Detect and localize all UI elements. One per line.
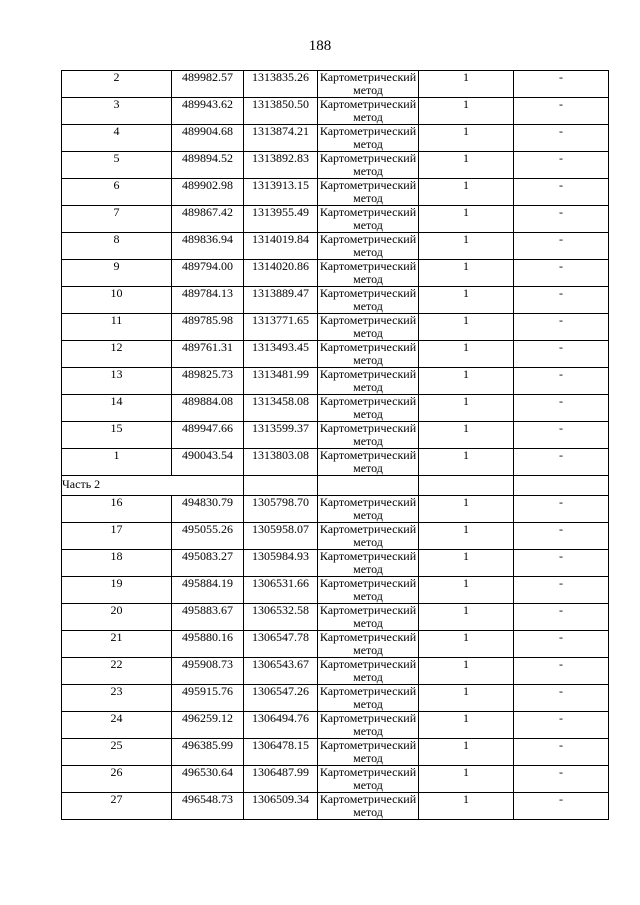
description-cell: - [514,766,609,793]
accuracy-cell: 1 [419,631,514,658]
description-cell: - [514,395,609,422]
accuracy-cell: 1 [419,658,514,685]
y-coordinate-cell: 1313955.49 [244,206,318,233]
y-coordinate-cell: 1313599.37 [244,422,318,449]
description-cell: - [514,631,609,658]
accuracy-cell: 1 [419,422,514,449]
x-coordinate-cell: 489902.98 [172,179,244,206]
point-number-cell: 20 [62,604,172,631]
y-coordinate-cell: 1306509.34 [244,793,318,820]
method-text: Картометрический метод [319,576,417,603]
method-text: Картометрический метод [319,495,417,522]
y-coordinate-cell: 1313889.47 [244,287,318,314]
accuracy-cell: 1 [419,550,514,577]
x-coordinate-cell: 490043.54 [172,449,244,476]
x-coordinate-cell: 489825.73 [172,368,244,395]
point-number-cell: 5 [62,152,172,179]
x-coordinate-cell: 495883.67 [172,604,244,631]
x-coordinate-cell: 495915.76 [172,685,244,712]
description-cell: - [514,98,609,125]
table-row [62,658,609,685]
method-text: Картометрический метод [319,151,417,178]
method-cell [318,523,419,550]
x-coordinate-cell: 489836.94 [172,233,244,260]
table-row [62,496,609,523]
point-number-cell: 3 [62,98,172,125]
accuracy-cell: 1 [419,685,514,712]
method-cell [318,314,419,341]
x-coordinate-cell: 496530.64 [172,766,244,793]
point-number-cell: 21 [62,631,172,658]
x-coordinate-cell: 495880.16 [172,631,244,658]
y-coordinate-cell: 1313493.45 [244,341,318,368]
x-coordinate-cell: 496385.99 [172,739,244,766]
x-coordinate-cell: 489982.57 [172,71,244,98]
method-cell [318,712,419,739]
accuracy-cell: 1 [419,449,514,476]
table-row [62,125,609,152]
description-cell: - [514,125,609,152]
x-coordinate-cell: 489785.98 [172,314,244,341]
method-cell [318,550,419,577]
description-cell: - [514,793,609,820]
description-cell: - [514,685,609,712]
method-cell [318,152,419,179]
method-text: Картометрический метод [319,549,417,576]
y-coordinate-cell: 1314019.84 [244,233,318,260]
method-text: Картометрический метод [319,684,417,711]
point-number-cell: 1 [62,449,172,476]
point-number-cell: 4 [62,125,172,152]
table-row [62,152,609,179]
y-coordinate-cell: 1306547.78 [244,631,318,658]
table-row [62,604,609,631]
section-label: Часть 2 [62,476,244,496]
description-cell: - [514,712,609,739]
accuracy-cell: 1 [419,395,514,422]
table-row [62,766,609,793]
table-row [62,739,609,766]
accuracy-cell: 1 [419,496,514,523]
method-text: Картометрический метод [319,603,417,630]
method-cell [318,422,419,449]
y-coordinate-cell: 1306543.67 [244,658,318,685]
method-cell [318,449,419,476]
y-coordinate-cell: 1306478.15 [244,739,318,766]
table-row [62,712,609,739]
table-row [62,98,609,125]
point-number-cell: 27 [62,793,172,820]
method-text: Картометрический метод [319,421,417,448]
method-cell [318,685,419,712]
description-cell: - [514,523,609,550]
accuracy-cell: 1 [419,712,514,739]
y-coordinate-cell: 1306487.99 [244,766,318,793]
y-coordinate-cell: 1306494.76 [244,712,318,739]
method-text: Картометрический метод [319,394,417,421]
x-coordinate-cell: 495908.73 [172,658,244,685]
coordinates-table-body [62,71,609,820]
x-coordinate-cell: 495083.27 [172,550,244,577]
table-row [62,793,609,820]
method-cell [318,658,419,685]
x-coordinate-cell: 489884.08 [172,395,244,422]
method-cell [318,631,419,658]
table-row [62,341,609,368]
y-coordinate-cell: 1305798.70 [244,496,318,523]
empty-cell [419,476,514,496]
x-coordinate-cell: 489784.13 [172,287,244,314]
method-cell [318,739,419,766]
method-cell [318,206,419,233]
description-cell: - [514,422,609,449]
method-cell [318,98,419,125]
y-coordinate-cell: 1306532.58 [244,604,318,631]
method-text: Картометрический метод [319,340,417,367]
y-coordinate-cell: 1313481.99 [244,368,318,395]
method-cell [318,341,419,368]
accuracy-cell: 1 [419,71,514,98]
point-number-cell: 9 [62,260,172,287]
y-coordinate-cell: 1313771.65 [244,314,318,341]
point-number-cell: 6 [62,179,172,206]
point-number-cell: 12 [62,341,172,368]
method-cell [318,496,419,523]
y-coordinate-cell: 1306531.66 [244,577,318,604]
point-number-cell: 22 [62,658,172,685]
table-row [62,179,609,206]
method-text: Картометрический метод [319,205,417,232]
method-cell [318,233,419,260]
accuracy-cell: 1 [419,314,514,341]
accuracy-cell: 1 [419,179,514,206]
y-coordinate-cell: 1305984.93 [244,550,318,577]
method-cell [318,368,419,395]
description-cell: - [514,71,609,98]
table-row [62,314,609,341]
accuracy-cell: 1 [419,341,514,368]
description-cell: - [514,368,609,395]
accuracy-cell: 1 [419,793,514,820]
method-cell [318,125,419,152]
empty-cell [514,476,609,496]
accuracy-cell: 1 [419,125,514,152]
point-number-cell: 2 [62,71,172,98]
empty-cell [318,476,419,496]
method-cell [318,766,419,793]
table-row [62,449,609,476]
description-cell: - [514,496,609,523]
description-cell: - [514,658,609,685]
accuracy-cell: 1 [419,766,514,793]
table-row [62,523,609,550]
table-row [62,631,609,658]
accuracy-cell: 1 [419,604,514,631]
accuracy-cell: 1 [419,98,514,125]
method-cell [318,260,419,287]
description-cell: - [514,206,609,233]
y-coordinate-cell: 1313892.83 [244,152,318,179]
point-number-cell: 26 [62,766,172,793]
table-row [62,550,609,577]
x-coordinate-cell: 494830.79 [172,496,244,523]
method-cell [318,287,419,314]
method-text: Картометрический метод [319,97,417,124]
point-number-cell: 23 [62,685,172,712]
section-row [62,476,609,496]
point-number-cell: 17 [62,523,172,550]
method-cell [318,395,419,422]
method-text: Картометрический метод [319,70,417,97]
table-row [62,368,609,395]
point-number-cell: 25 [62,739,172,766]
page-number: 188 [308,38,332,54]
method-cell [318,179,419,206]
y-coordinate-cell: 1313913.15 [244,179,318,206]
point-number-cell: 7 [62,206,172,233]
table-row [62,395,609,422]
y-coordinate-cell: 1313874.21 [244,125,318,152]
method-text: Картометрический метод [319,178,417,205]
description-cell: - [514,233,609,260]
method-text: Картометрический метод [319,313,417,340]
method-cell [318,71,419,98]
x-coordinate-cell: 489894.52 [172,152,244,179]
table-row [62,685,609,712]
description-cell: - [514,341,609,368]
x-coordinate-cell: 489794.00 [172,260,244,287]
x-coordinate-cell: 489904.68 [172,125,244,152]
description-cell: - [514,739,609,766]
x-coordinate-cell: 496259.12 [172,712,244,739]
point-number-cell: 19 [62,577,172,604]
description-cell: - [514,550,609,577]
y-coordinate-cell: 1314020.86 [244,260,318,287]
table-row [62,233,609,260]
y-coordinate-cell: 1313850.50 [244,98,318,125]
point-number-cell: 15 [62,422,172,449]
x-coordinate-cell: 495884.19 [172,577,244,604]
y-coordinate-cell: 1306547.26 [244,685,318,712]
method-text: Картометрический метод [319,448,417,475]
description-cell: - [514,179,609,206]
accuracy-cell: 1 [419,233,514,260]
accuracy-cell: 1 [419,577,514,604]
x-coordinate-cell: 489867.42 [172,206,244,233]
method-text: Картометрический метод [319,738,417,765]
accuracy-cell: 1 [419,206,514,233]
method-text: Картометрический метод [319,657,417,684]
empty-cell [244,476,318,496]
point-number-cell: 18 [62,550,172,577]
y-coordinate-cell: 1313458.08 [244,395,318,422]
method-cell [318,577,419,604]
description-cell: - [514,314,609,341]
x-coordinate-cell: 495055.26 [172,523,244,550]
description-cell: - [514,152,609,179]
x-coordinate-cell: 489947.66 [172,422,244,449]
point-number-cell: 16 [62,496,172,523]
table-row [62,287,609,314]
accuracy-cell: 1 [419,260,514,287]
x-coordinate-cell: 489943.62 [172,98,244,125]
point-number-cell: 11 [62,314,172,341]
method-text: Картометрический метод [319,792,417,819]
point-number-cell: 14 [62,395,172,422]
method-cell [318,793,419,820]
point-number-cell: 24 [62,712,172,739]
accuracy-cell: 1 [419,287,514,314]
table-row [62,71,609,98]
method-text: Картометрический метод [319,711,417,738]
description-cell: - [514,604,609,631]
description-cell: - [514,577,609,604]
method-text: Картометрический метод [319,765,417,792]
point-number-cell: 13 [62,368,172,395]
coordinates-table [61,70,609,820]
point-number-cell: 8 [62,233,172,260]
table-row [62,577,609,604]
accuracy-cell: 1 [419,152,514,179]
description-cell: - [514,449,609,476]
method-text: Картометрический метод [319,367,417,394]
y-coordinate-cell: 1313803.08 [244,449,318,476]
method-cell [318,604,419,631]
table-row [62,422,609,449]
x-coordinate-cell: 496548.73 [172,793,244,820]
method-text: Картометрический метод [319,259,417,286]
method-text: Картометрический метод [319,630,417,657]
accuracy-cell: 1 [419,739,514,766]
method-text: Картометрический метод [319,286,417,313]
description-cell: - [514,260,609,287]
accuracy-cell: 1 [419,368,514,395]
point-number-cell: 10 [62,287,172,314]
accuracy-cell: 1 [419,523,514,550]
y-coordinate-cell: 1305958.07 [244,523,318,550]
method-text: Картометрический метод [319,232,417,259]
table-row [62,206,609,233]
method-text: Картометрический метод [319,522,417,549]
y-coordinate-cell: 1313835.26 [244,71,318,98]
method-text: Картометрический метод [319,124,417,151]
x-coordinate-cell: 489761.31 [172,341,244,368]
table-row [62,260,609,287]
description-cell: - [514,287,609,314]
